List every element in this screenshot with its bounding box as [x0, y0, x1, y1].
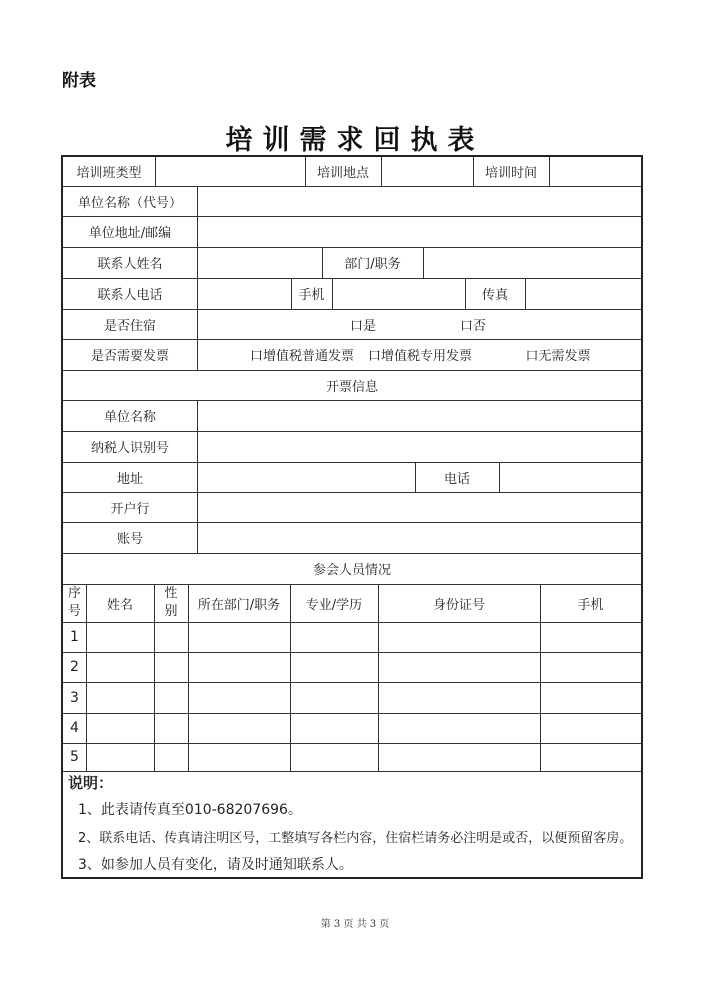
header-seq-line1: 序: [67, 586, 81, 601]
header-seq-line2: 号: [67, 604, 81, 619]
billing-phone-label: 电话: [443, 471, 470, 487]
mobile-field[interactable]: [332, 278, 465, 309]
account-label: 账号: [116, 532, 143, 547]
note-item: 1、此表请传真至010-68207696。: [78, 802, 302, 818]
location-field[interactable]: [381, 157, 473, 186]
contact-name-label: 联系人姓名: [97, 257, 163, 272]
form-table: [61, 155, 643, 879]
header-dept: 所在部门/职务: [197, 597, 281, 613]
header-gender-line1: 性: [164, 586, 178, 601]
note-item: 2、联系电话、传真请注明区号，工整填写各栏内容，住宿栏请务必注明是或否，以便预留客房。: [78, 831, 633, 846]
invoice-label: 是否需要发票: [90, 349, 169, 364]
time-label: 培训时间: [484, 166, 537, 181]
billing-address-label: 地址: [116, 471, 143, 487]
page-footer: 第 3 页 共 3 页: [320, 919, 390, 930]
tax-id-label: 纳税人识别号: [90, 441, 169, 456]
row-divider: [63, 652, 641, 653]
unit-name-code-label: 单位名称（代号）: [77, 195, 182, 211]
row-divider: [63, 622, 641, 623]
row-number: 3: [70, 689, 79, 706]
dept-position-label: 部门/职务: [344, 257, 401, 272]
tax-id-field[interactable]: [197, 431, 641, 462]
row-number: 1: [70, 629, 79, 645]
account-field[interactable]: [197, 522, 641, 553]
row-number: 2: [70, 659, 79, 675]
class-type-field[interactable]: [155, 157, 305, 186]
billing-phone-field[interactable]: [499, 462, 641, 492]
invoice-none-option[interactable]: 口无需发票: [525, 349, 591, 364]
row-divider: [63, 713, 641, 714]
lodging-no-option[interactable]: 口否: [459, 318, 486, 334]
address-zip-label: 单位地址/邮编: [88, 226, 172, 241]
appendix-label: 附表: [62, 71, 96, 91]
row-divider: [63, 682, 641, 683]
form-title: 培训需求回执表: [225, 125, 485, 156]
mobile-label: 手机: [298, 288, 325, 303]
billing-section-title: 开票信息: [325, 379, 378, 395]
note-item: 3、如参加人员有变化，请及时通知联系人。: [78, 857, 353, 873]
dept-position-field[interactable]: [423, 247, 641, 278]
header-mobile: 手机: [577, 597, 604, 613]
contact-name-field[interactable]: [197, 247, 322, 278]
notes-section: [68, 772, 638, 882]
header-gender-line2: 别: [164, 604, 178, 619]
contact-phone-label: 联系人电话: [97, 288, 163, 303]
lodging-yes-option[interactable]: 口是: [349, 318, 376, 334]
row-number: 4: [70, 720, 79, 736]
class-type-label: 培训班类型: [76, 166, 142, 181]
unit-name-code-field[interactable]: [197, 186, 641, 216]
notes-heading: 说明：: [68, 774, 114, 792]
fax-field[interactable]: [525, 278, 641, 309]
header-name: 姓名: [106, 597, 133, 613]
row-divider: [63, 743, 641, 744]
lodging-label: 是否住宿: [103, 318, 156, 334]
header-id-number: 身份证号: [432, 597, 485, 613]
invoice-normal-option[interactable]: 口增值税普通发票: [249, 349, 354, 364]
location-label: 培训地点: [316, 166, 369, 181]
header-seq: [63, 584, 86, 622]
billing-unit-name-label: 单位名称: [103, 410, 156, 425]
header-major: 专业/学历: [305, 597, 363, 613]
contact-phone-field[interactable]: [197, 278, 291, 309]
invoice-special-option[interactable]: 口增值税专用发票: [367, 349, 472, 364]
row-number: 5: [70, 749, 79, 765]
bank-field[interactable]: [197, 492, 641, 522]
header-gender: [154, 584, 188, 622]
billing-address-field[interactable]: [197, 462, 415, 492]
address-zip-field[interactable]: [197, 216, 641, 247]
participants-section-title: 参会人员情况: [312, 563, 391, 578]
time-field[interactable]: [549, 157, 641, 186]
bank-label: 开户行: [110, 501, 150, 517]
billing-unit-name-field[interactable]: [197, 400, 641, 431]
fax-label: 传真: [481, 288, 508, 303]
